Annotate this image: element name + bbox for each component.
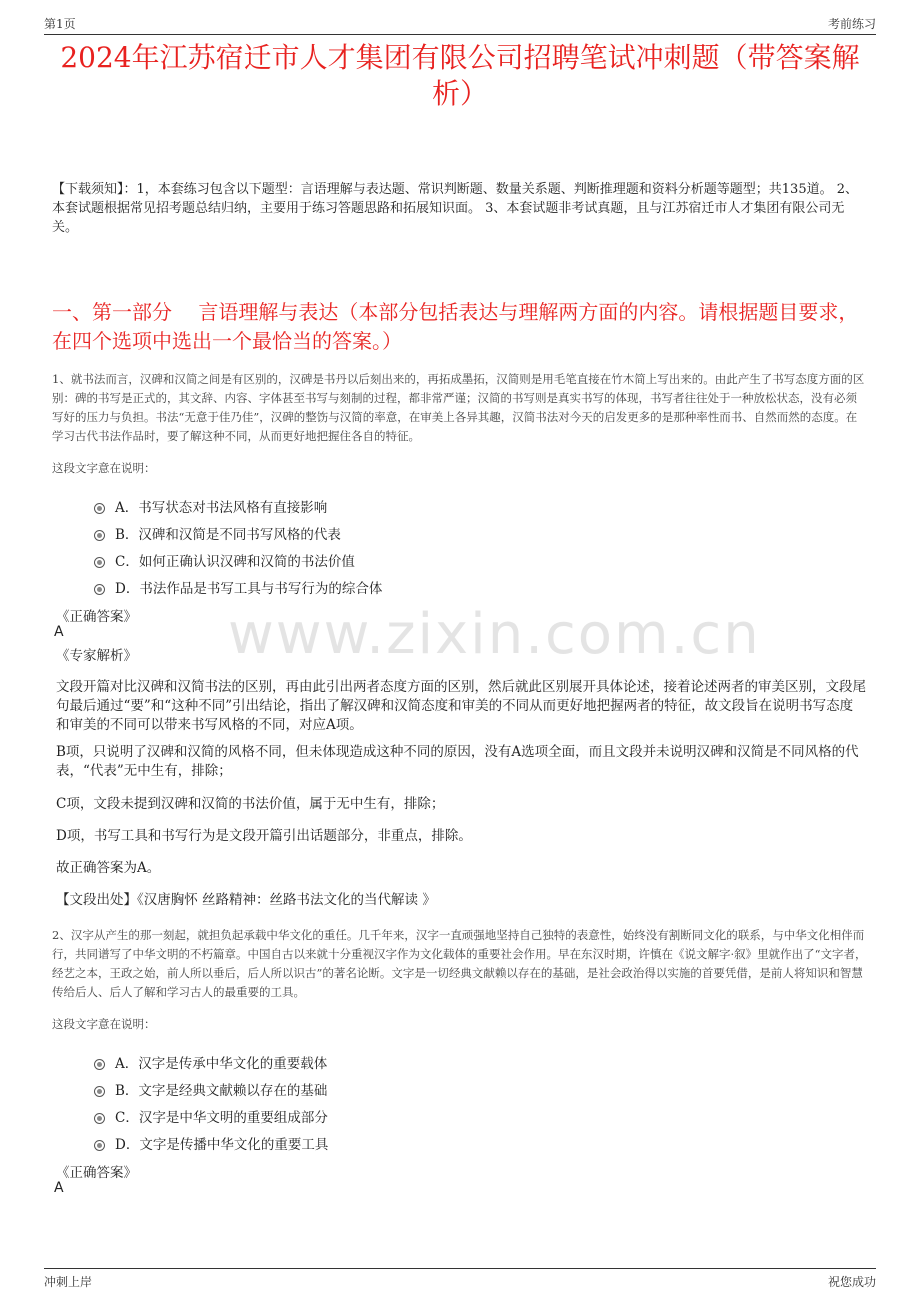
question-2-body (52, 1016, 868, 1206)
radio-icon[interactable] (94, 1059, 105, 1070)
analysis-paragraph: B项，只说明了汉碑和汉简的风格不同，但未体现造成这种不同的原因，没有A选项全面，而且文段并未说明汉碑和汉简是不同风格的代表，“代表”无中生有，排除； (56, 744, 859, 779)
option-label: A．汉字是传承中华文化的重要载体 (115, 1056, 328, 1072)
header-label: 考前练习 (827, 17, 876, 31)
radio-icon[interactable] (94, 1113, 105, 1124)
option-a[interactable] (94, 1052, 327, 1072)
question-stem: 1、就书法而言，汉碑和汉简之间是有区别的，汉碑是书丹以后刻出来的，再拓成墨拓，汉简则是用毛笔直接在竹木简上写出来的。由此产生了书写态度方面的区别：碑的书写是正式的，其文辞、内容、字体甚至书写与刻制的过程，都非常严谨；汉简的书写则是真实书写的体现，书写者往往处于一种放松状态，没有必须写好的压力与负担。书法“无意于佳乃佳”，汉碑的整饬与汉简的率意，在审美上各异其趣，汉简书法对今天的启发更多的是那种率性而书、自然而然的态度。在学习古代书法作品时，要了解这种不同，从而更好地把握住各自的特征。 (52, 372, 865, 443)
section-heading: 一、第一部分 言语理解与表达（本部分包括表达与理解两方面的内容。请根据题目要求，在四个选项中选出一个最恰当的答案。） (52, 300, 859, 353)
analysis-paragraph: C项，文段未提到汉碑和汉简的书法价值，属于无中生有，排除； (56, 796, 445, 812)
radio-icon[interactable] (94, 557, 105, 568)
option-label: A．书写状态对书法风格有直接影响 (115, 500, 328, 516)
option-c[interactable] (94, 550, 355, 570)
analysis-label: 《专家解析》 (56, 648, 137, 664)
option-label: B．文字是经典文献赖以存在的基础 (115, 1083, 328, 1099)
question-stem: 2、汉字从产生的那一刻起，就担负起承载中华文化的重任。几千年来，汉字一直顽强地坚持自己独特的表意性，始终没有割断同文化的联系，与中华文化相伴而行，共同谱写了中华文明的不朽篇章。中国自古以来就十分重视汉字作为文化载体的重要社会作用。早在东汉时期，许慎在《说文解字·叙》里就作出了“文字者，经艺之本，王政之始，前人所以垂后，后人所以识古”的著名论断。文字是一切经典文献赖以存在的基础，是社会政治得以实施的首要凭借，是前人将知识和智慧传给后人、后人了解和学习古人的最重要的工具。 (52, 928, 867, 999)
option-d[interactable] (94, 1133, 328, 1153)
option-label: D．书法作品是书写工具与书写行为的综合体 (115, 581, 383, 597)
page-footer (44, 1268, 876, 1293)
page-header (44, 10, 876, 35)
question-prompt: 这段文字意在说明： (52, 1017, 156, 1031)
watermark: www.zixin.com.cn (228, 602, 761, 667)
radio-icon[interactable] (94, 503, 105, 514)
document-title: 2024年江苏宿迁市人才集团有限公司招聘笔试冲刺题（带答案解析） (60, 41, 860, 110)
question-prompt: 这段文字意在说明： (52, 461, 156, 475)
radio-icon[interactable] (94, 1086, 105, 1097)
option-b[interactable] (94, 523, 341, 543)
radio-icon[interactable] (94, 584, 105, 595)
question-2 (52, 926, 868, 1002)
answer-label: 《正确答案》 (56, 609, 137, 625)
option-a[interactable] (94, 496, 327, 516)
option-c[interactable] (94, 1106, 328, 1126)
analysis-paragraph: 故正确答案为A。 (56, 860, 161, 876)
answer-label: 《正确答案》 (56, 1165, 137, 1181)
radio-icon[interactable] (94, 1140, 105, 1151)
option-label: B．汉碑和汉简是不同书写风格的代表 (115, 527, 341, 543)
option-label: C．汉字是中华文明的重要组成部分 (115, 1110, 328, 1126)
analysis-paragraph: D项，书写工具和书写行为是文段开篇引出话题部分，非重点，排除。 (56, 828, 472, 844)
option-d[interactable] (94, 577, 382, 597)
option-label: C．如何正确认识汉碑和汉简的书法价值 (115, 554, 355, 570)
download-notice: 【下载须知】：1，本套练习包含以下题型：言语理解与表达题、常识判断题、数量关系题、判断推理题和资料分析题等题型；共135道。 2、本套试题根据常见招考题总结归纳，主要用于练习答题思路和拓展知识面。 3、本套试题非考试真题，且与江苏宿迁市人才集团有限公司无关。 (52, 182, 858, 235)
footer-right: 祝您成功 (827, 1275, 876, 1289)
correct-answer: A (54, 1180, 64, 1196)
footer-left: 冲刺上岸 (44, 1275, 93, 1289)
page-number: 第1页 (44, 17, 76, 31)
analysis-paragraph: 文段开篇对比汉碑和汉简书法的区别，再由此引出两者态度方面的区别，然后就此区别展开具体论述，接着论述两者的审美区别，文段尾句最后通过“要”和“这种不同”引出结论，指出了解汉碑和汉简态度和审美的不同从而更好地把握两者的特征，故文段旨在说明书写态度和审美的不同可以带来书写风格的不同，对应A项。 (56, 679, 866, 733)
correct-answer: A (54, 624, 64, 640)
question-1 (52, 370, 868, 446)
source-citation: 【文段出处】《汉唐胸怀 丝路精神：丝路书法文化的当代解读 》 (56, 892, 436, 908)
radio-icon[interactable] (94, 530, 105, 541)
option-b[interactable] (94, 1079, 327, 1099)
option-label: D．文字是传播中华文化的重要工具 (115, 1137, 329, 1153)
